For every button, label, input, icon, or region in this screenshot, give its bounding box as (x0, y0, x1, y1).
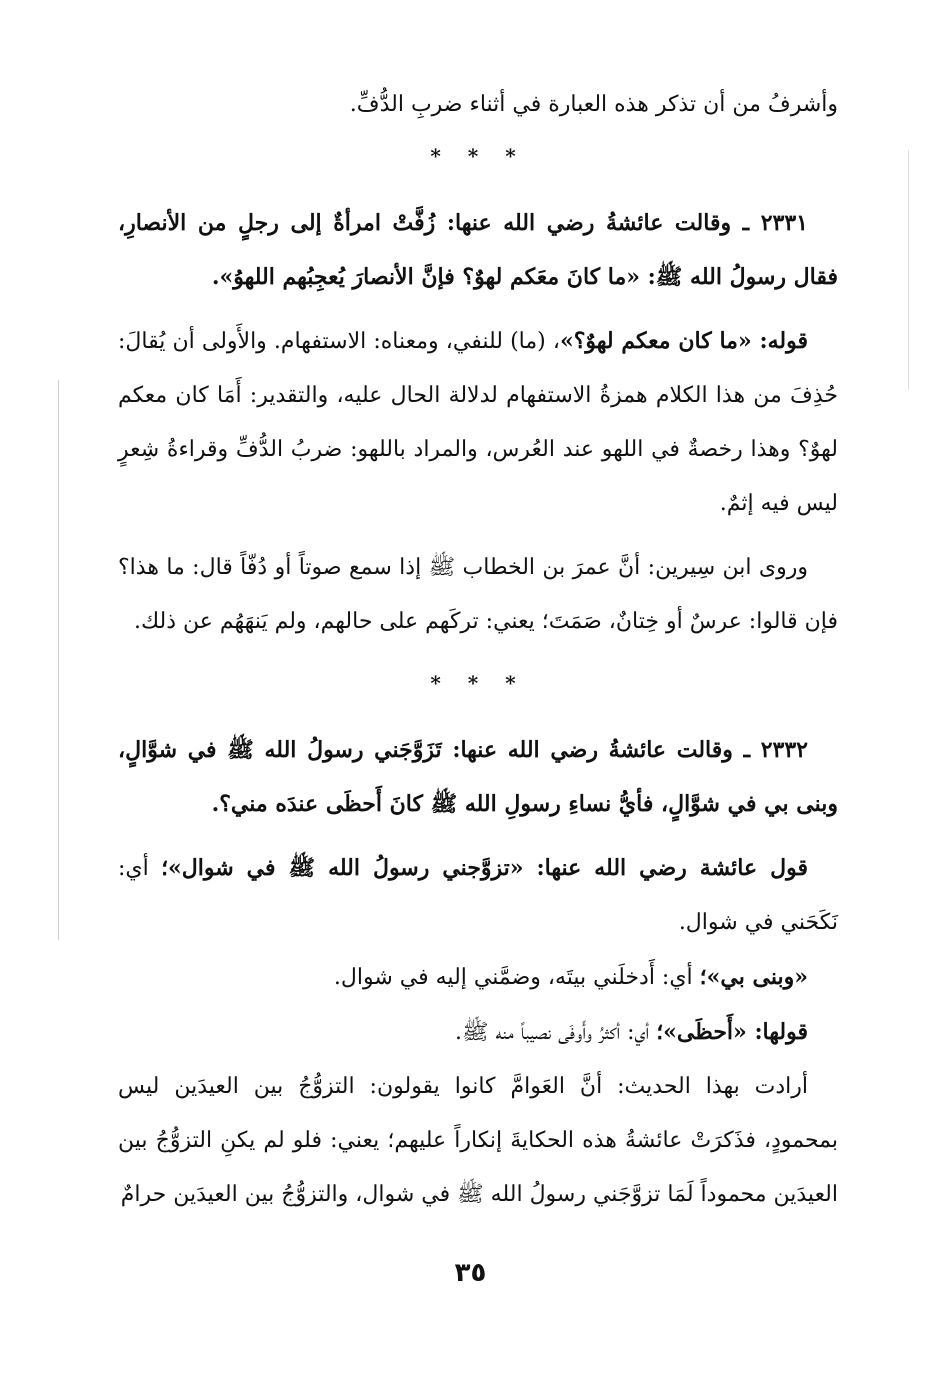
commentary-paragraph-1 (118, 314, 838, 531)
commentary-quote: «أَحظَى»؛ (656, 1019, 747, 1045)
commentary-paragraph-6: أرادت بهذا الحديث: أنَّ العَوامَّ كانوا يقولون: التزوُّجُ بين العيدَين ليس بمحمودٍ، فذَكرَتْ عائشةُ هذه الحكايةَ إنكاراً عليهم؛ يعني: فلو لم يكنِ التزوُّجُ بين العيدَين محموداً لَمَا تزوَّجَني رسولُ الله ﷺ في شوال، والتزوُّجُ بين العيدَين حرامٌ (118, 1074, 838, 1207)
commentary-paragraph-3 (118, 841, 838, 950)
paragraph-top: وأشرفُ من أن تذكر هذه العبارة في أثناء ضربِ الدُّفِّ. (349, 92, 838, 117)
commentary-label: قوله: (751, 328, 808, 354)
commentary-text: أي: أَدخلَني بيتَه، وضمَّني إليه في شوال. (333, 965, 700, 990)
scan-edge-line (908, 150, 909, 390)
commentary-quote: قول عائشة رضي الله عنها: «تزوَّجني رسولُ الله ﷺ في شوال»؛ (161, 855, 808, 881)
hadith-2331: ٢٣٣١ ـ وقالت عائشةُ رضي الله عنها: زُفَّتْ امرأةٌ إلى رجلٍ من الأنصارِ، فقال رسولُ الله ﷺ: «ما كانَ معَكم لهوٌ؟ فإنَّ الأنصارَ يُعجِبُهم اللهوُ». (118, 210, 838, 290)
commentary-text: أي: أكثرُ وأَوفَى نصيباً منه ﷺ. (455, 1020, 657, 1045)
scan-edge-line (58, 380, 59, 940)
commentary-quote: «ما كان معكم لهوٌ؟» (559, 328, 752, 354)
commentary-text: ، (ما) للنفي، ومعناه: الاستفهام. والأَولى أن يُقالَ: حُذِفَ من هذا الكلام همزةُ الاستفهام لدلالة الحال عليه، والتقدير: أَمَا كان معكم لهوٌ؟ وهذا رخصةٌ في اللهو عند العُرس، والمراد باللهو: ضربُ الدُّفِّ وقراءةُ شِعرٍ ليس فيه إثمٌ. (118, 329, 838, 516)
section-separator: * * * (430, 144, 526, 168)
commentary-paragraph-5 (118, 1005, 838, 1060)
commentary-text: أي: نَكَحَني في شوال. (118, 856, 838, 935)
commentary-paragraph-4 (118, 950, 838, 1005)
hadith-2332: ٢٣٣٢ ـ وقالت عائشةُ رضي الله عنها: تَزَوَّجَني رسولُ الله ﷺ في شوَّالٍ، وبنى بي في شوَّالٍ، فأيُّ نساءِ رسولِ الله ﷺ كانَ أَحظَى عندَه مني؟. (118, 737, 838, 817)
commentary-paragraph-2: وروى ابن سِيرين: أنَّ عمرَ بن الخطاب ﷺ إذا سمع صوتاً أو دُفّاً قال: ما هذا؟ فإن قالوا: عرسٌ أو خِتانٌ، صَمَتَ؛ يعني: تركَهم على حالهم، ولم يَنهَهُم عن ذلك. (118, 555, 838, 634)
commentary-quote: «وبنى بي»؛ (699, 964, 808, 990)
page-number: ٣٥ (454, 1258, 487, 1288)
section-separator: * * * (430, 671, 526, 695)
page-content (118, 78, 838, 1222)
commentary-label: قولها: (746, 1019, 808, 1045)
